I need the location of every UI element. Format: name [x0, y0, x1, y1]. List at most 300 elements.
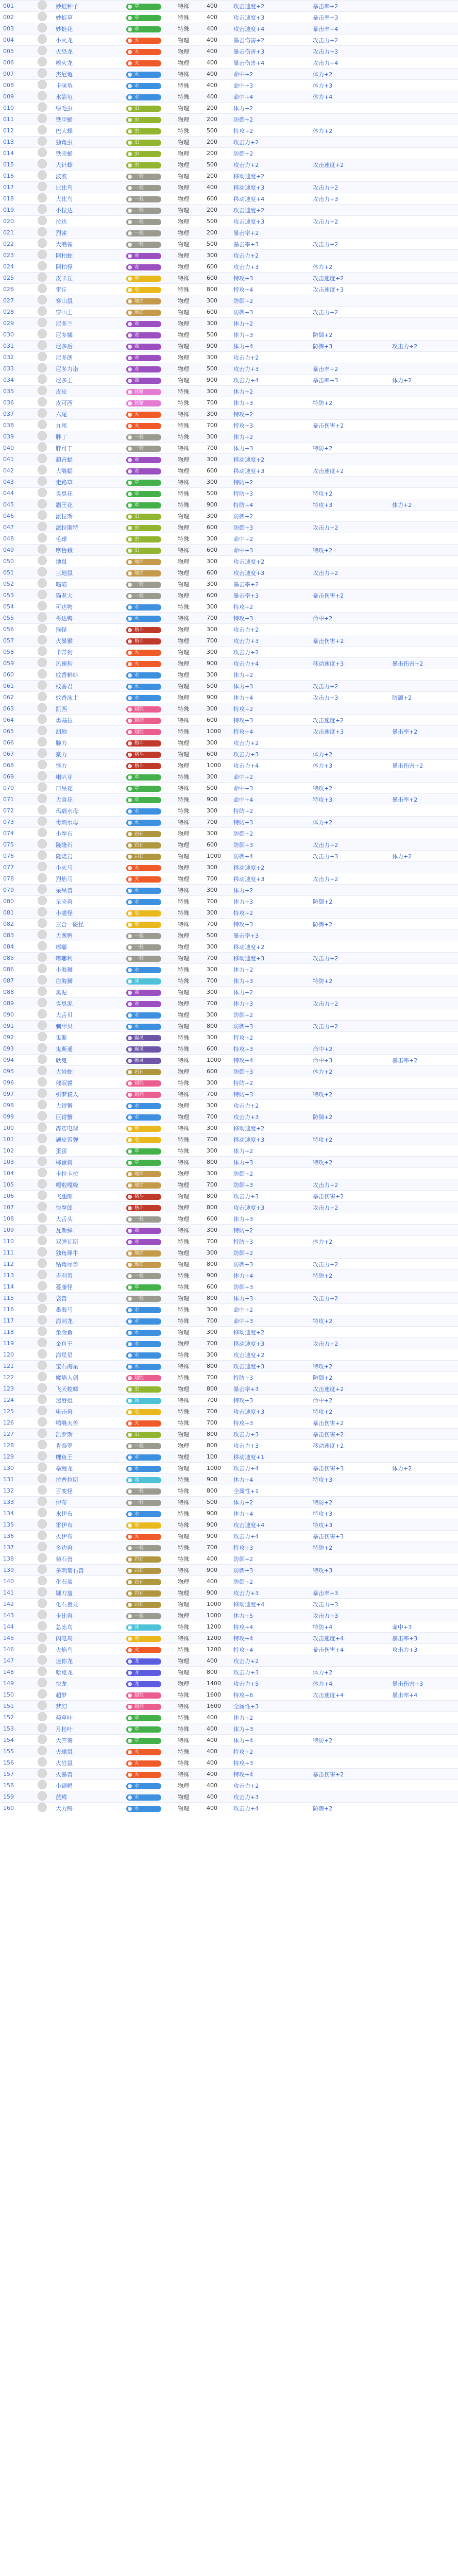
effect-3-link[interactable] — [389, 239, 458, 250]
effect-3-link[interactable] — [389, 329, 458, 341]
effect-1-link[interactable]: 移动速度+1 — [230, 1451, 310, 1463]
effect-3-link[interactable] — [389, 1372, 458, 1383]
effect-2-link[interactable]: 攻击力+3 — [310, 46, 389, 57]
effect-2-link[interactable] — [310, 1327, 389, 1338]
effect-3-link[interactable] — [389, 828, 458, 839]
effect-3-link[interactable] — [389, 1089, 458, 1100]
pokemon-name-link[interactable]: 臭臭泥 — [53, 998, 123, 1009]
effect-2-link[interactable]: 命中+2 — [310, 1043, 389, 1055]
effect-1-link[interactable]: 特防+2 — [230, 1225, 310, 1236]
effect-3-link[interactable] — [389, 1519, 458, 1531]
effect-2-link[interactable] — [310, 737, 389, 749]
effect-1-link[interactable]: 攻击速度+3 — [230, 216, 310, 227]
effect-2-link[interactable]: 攻击力+2 — [310, 839, 389, 851]
pokemon-name-link[interactable]: 大舌贝 — [53, 1009, 123, 1021]
effect-2-link[interactable] — [310, 1032, 389, 1043]
effect-1-link[interactable]: 攻击速度+2 — [230, 205, 310, 216]
effect-3-link[interactable] — [389, 1712, 458, 1723]
effect-3-link[interactable]: 暴击伤害+3 — [389, 1678, 458, 1689]
effect-1-link[interactable]: 攻击力+2 — [230, 159, 310, 171]
effect-1-link[interactable]: 攻击力+3 — [230, 1791, 310, 1803]
effect-3-link[interactable] — [389, 488, 458, 499]
effect-3-link[interactable] — [389, 1043, 458, 1055]
effect-2-link[interactable]: 体力+2 — [310, 1667, 389, 1678]
effect-1-link[interactable]: 攻击力+3 — [230, 749, 310, 760]
effect-3-link[interactable] — [389, 1757, 458, 1769]
effect-2-link[interactable] — [310, 1213, 389, 1225]
effect-1-link[interactable]: 防御+3 — [230, 1066, 310, 1077]
effect-2-link[interactable]: 防御+2 — [310, 896, 389, 907]
effect-3-link[interactable] — [389, 1791, 458, 1803]
effect-1-link[interactable]: 暴击伤害+3 — [230, 46, 310, 57]
pokemon-name-link[interactable]: 独角虫 — [53, 137, 123, 148]
effect-1-link[interactable]: 暴击率+3 — [230, 930, 310, 941]
effect-3-link[interactable] — [389, 1066, 458, 1077]
effect-3-link[interactable] — [389, 1270, 458, 1281]
pokemon-name-link[interactable]: 大嘴蝠 — [53, 465, 123, 477]
effect-2-link[interactable]: 攻击力+2 — [310, 1259, 389, 1270]
pokemon-name-link[interactable]: 引梦貘人 — [53, 1089, 123, 1100]
pokemon-name-link[interactable]: 伊布 — [53, 1497, 123, 1508]
effect-1-link[interactable]: 攻击力+3 — [230, 1429, 310, 1440]
effect-1-link[interactable]: 攻击力+5 — [230, 1678, 310, 1689]
effect-1-link[interactable]: 特攻+3 — [230, 1542, 310, 1553]
effect-2-link[interactable]: 攻击力+2 — [310, 1338, 389, 1349]
pokemon-name-link[interactable]: 铁壳蛹 — [53, 148, 123, 159]
effect-2-link[interactable]: 攻击速度+3 — [310, 284, 389, 295]
pokemon-name-link[interactable]: 肯泰罗 — [53, 1440, 123, 1451]
effect-1-link[interactable]: 体力+5 — [230, 1610, 310, 1621]
effect-2-link[interactable]: 体力+4 — [310, 1678, 389, 1689]
effect-1-link[interactable]: 移动速度+3 — [230, 182, 310, 193]
pokemon-name-link[interactable]: 派拉斯 — [53, 511, 123, 522]
effect-2-link[interactable] — [310, 862, 389, 873]
effect-1-link[interactable]: 攻击速度+3 — [230, 567, 310, 579]
effect-3-link[interactable] — [389, 182, 458, 193]
effect-3-link[interactable] — [389, 114, 458, 125]
pokemon-name-link[interactable]: 嘎啦嘎啦 — [53, 1179, 123, 1191]
effect-1-link[interactable]: 体力+2 — [230, 431, 310, 443]
effect-2-link[interactable]: 攻击力+2 — [310, 1179, 389, 1191]
effect-3-link[interactable] — [389, 1247, 458, 1259]
effect-3-link[interactable] — [389, 1553, 458, 1565]
effect-1-link[interactable]: 体力+3 — [230, 998, 310, 1009]
effect-2-link[interactable]: 攻击力+4 — [310, 57, 389, 69]
effect-2-link[interactable]: 特防+2 — [310, 443, 389, 454]
effect-2-link[interactable] — [310, 454, 389, 465]
effect-3-link[interactable] — [389, 1225, 458, 1236]
effect-2-link[interactable]: 暴击伤害+2 — [310, 1191, 389, 1202]
effect-1-link[interactable]: 体力+2 — [230, 964, 310, 975]
pokemon-name-link[interactable]: 卡拉卡拉 — [53, 1168, 123, 1179]
effect-1-link[interactable]: 特防+3 — [230, 1236, 310, 1247]
effect-3-link[interactable] — [389, 35, 458, 46]
pokemon-name-link[interactable]: 阿柏怪 — [53, 261, 123, 273]
effect-2-link[interactable] — [310, 1723, 389, 1735]
effect-2-link[interactable] — [310, 431, 389, 443]
effect-2-link[interactable]: 防御+2 — [310, 1372, 389, 1383]
effect-3-link[interactable] — [389, 998, 458, 1009]
effect-2-link[interactable] — [310, 148, 389, 159]
pokemon-name-link[interactable]: 袋兽 — [53, 1293, 123, 1304]
pokemon-name-link[interactable]: 飞腿郎 — [53, 1191, 123, 1202]
effect-1-link[interactable]: 防御+2 — [230, 1553, 310, 1565]
effect-2-link[interactable] — [310, 885, 389, 896]
effect-1-link[interactable]: 攻击速度+2 — [230, 1349, 310, 1361]
effect-2-link[interactable]: 命中+2 — [310, 613, 389, 624]
pokemon-name-link[interactable]: 快拳郎 — [53, 1202, 123, 1213]
effect-1-link[interactable]: 体力+4 — [230, 341, 310, 352]
pokemon-name-link[interactable]: 猴怪 — [53, 624, 123, 635]
effect-3-link[interactable]: 命中+3 — [389, 1621, 458, 1633]
effect-2-link[interactable] — [310, 624, 389, 635]
effect-1-link[interactable]: 特防+2 — [230, 805, 310, 817]
effect-3-link[interactable] — [389, 1361, 458, 1372]
pokemon-name-link[interactable]: 尼多力诺 — [53, 363, 123, 375]
effect-3-link[interactable] — [389, 1293, 458, 1304]
effect-2-link[interactable]: 移动速度+3 — [310, 658, 389, 669]
effect-2-link[interactable]: 攻击力+2 — [310, 567, 389, 579]
pokemon-name-link[interactable]: 迷你龙 — [53, 1655, 123, 1667]
effect-3-link[interactable] — [389, 1610, 458, 1621]
effect-1-link[interactable]: 体力+4 — [230, 1270, 310, 1281]
pokemon-name-link[interactable]: 水箭龟 — [53, 91, 123, 103]
pokemon-name-link[interactable]: 尼多后 — [53, 341, 123, 352]
effect-1-link[interactable]: 防御+2 — [230, 114, 310, 125]
effect-2-link[interactable]: 攻击力+2 — [310, 307, 389, 318]
effect-3-link[interactable] — [389, 1236, 458, 1247]
effect-1-link[interactable]: 攻击速度+3 — [230, 1202, 310, 1213]
effect-1-link[interactable]: 防御+2 — [230, 1247, 310, 1259]
effect-1-link[interactable]: 特攻+3 — [230, 420, 310, 431]
effect-3-link[interactable]: 攻击力+3 — [389, 1644, 458, 1655]
effect-1-link[interactable]: 防御+3 — [230, 1021, 310, 1032]
effect-3-link[interactable]: 体力+2 — [389, 851, 458, 862]
effect-1-link[interactable]: 命中+3 — [230, 80, 310, 91]
effect-1-link[interactable]: 防御+2 — [230, 1168, 310, 1179]
effect-3-link[interactable] — [389, 1191, 458, 1202]
effect-3-link[interactable] — [389, 386, 458, 397]
effect-3-link[interactable] — [389, 545, 458, 556]
effect-3-link[interactable] — [389, 284, 458, 295]
pokemon-name-link[interactable]: 九尾 — [53, 420, 123, 431]
effect-1-link[interactable]: 移动速度+3 — [230, 1134, 310, 1145]
effect-1-link[interactable]: 移动速度+2 — [230, 171, 310, 182]
effect-1-link[interactable]: 暴击率+3 — [230, 1383, 310, 1395]
pokemon-name-link[interactable]: 瓦斯弹 — [53, 1225, 123, 1236]
effect-3-link[interactable] — [389, 1667, 458, 1678]
effect-3-link[interactable] — [389, 964, 458, 975]
effect-2-link[interactable]: 防御+3 — [310, 341, 389, 352]
effect-2-link[interactable]: 体力+3 — [310, 80, 389, 91]
pokemon-name-link[interactable]: 蚊香泳士 — [53, 692, 123, 703]
pokemon-name-link[interactable]: 迷唇姐 — [53, 1395, 123, 1406]
pokemon-name-link[interactable]: 大嘴雀 — [53, 239, 123, 250]
effect-2-link[interactable] — [310, 352, 389, 363]
effect-2-link[interactable] — [310, 1349, 389, 1361]
pokemon-name-link[interactable]: 毛球 — [53, 533, 123, 545]
effect-2-link[interactable] — [310, 1757, 389, 1769]
effect-2-link[interactable] — [310, 1247, 389, 1259]
effect-3-link[interactable] — [389, 273, 458, 284]
effect-1-link[interactable]: 防御+2 — [230, 295, 310, 307]
pokemon-name-link[interactable]: 火焰鸟 — [53, 1644, 123, 1655]
effect-3-link[interactable] — [389, 148, 458, 159]
effect-2-link[interactable] — [310, 1077, 389, 1089]
pokemon-name-link[interactable]: 臭泥 — [53, 987, 123, 998]
effect-3-link[interactable] — [389, 363, 458, 375]
pokemon-name-link[interactable]: 小火马 — [53, 862, 123, 873]
pokemon-name-link[interactable]: 魔墙人偶 — [53, 1372, 123, 1383]
effect-1-link[interactable]: 移动速度+2 — [230, 454, 310, 465]
pokemon-name-link[interactable]: 小海狮 — [53, 964, 123, 975]
effect-1-link[interactable]: 移动速度+2 — [230, 862, 310, 873]
effect-1-link[interactable]: 体力+3 — [230, 975, 310, 987]
pokemon-name-link[interactable]: 阿柏蛇 — [53, 250, 123, 261]
effect-2-link[interactable] — [310, 647, 389, 658]
effect-2-link[interactable]: 攻击力+3 — [310, 692, 389, 703]
pokemon-name-link[interactable]: 凯罗斯 — [53, 1429, 123, 1440]
effect-2-link[interactable] — [310, 556, 389, 567]
effect-1-link[interactable]: 攻击力+4 — [230, 1531, 310, 1542]
effect-1-link[interactable]: 体力+2 — [230, 1145, 310, 1157]
pokemon-name-link[interactable]: 大食花 — [53, 794, 123, 805]
effect-3-link[interactable] — [389, 635, 458, 647]
pokemon-name-link[interactable]: 雷丘 — [53, 284, 123, 295]
effect-3-link[interactable] — [389, 46, 458, 57]
effect-1-link[interactable]: 命中+2 — [230, 771, 310, 783]
effect-3-link[interactable] — [389, 919, 458, 930]
effect-1-link[interactable]: 体力+2 — [230, 103, 310, 114]
effect-3-link[interactable] — [389, 1417, 458, 1429]
pokemon-name-link[interactable]: 菊石兽 — [53, 1553, 123, 1565]
pokemon-name-link[interactable]: 巨钳蟹 — [53, 1111, 123, 1123]
effect-3-link[interactable] — [389, 533, 458, 545]
effect-1-link[interactable]: 全属性+1 — [230, 1485, 310, 1497]
effect-2-link[interactable]: 攻击力+2 — [310, 953, 389, 964]
effect-3-link[interactable]: 体力+2 — [389, 499, 458, 511]
effect-3-link[interactable] — [389, 465, 458, 477]
effect-3-link[interactable]: 体力+2 — [389, 1463, 458, 1474]
effect-3-link[interactable] — [389, 885, 458, 896]
pokemon-name-link[interactable]: 化石盔 — [53, 1576, 123, 1587]
effect-3-link[interactable] — [389, 1780, 458, 1791]
effect-1-link[interactable]: 命中+2 — [230, 69, 310, 80]
effect-1-link[interactable]: 防御+2 — [230, 1009, 310, 1021]
pokemon-name-link[interactable]: 霸王花 — [53, 499, 123, 511]
effect-3-link[interactable] — [389, 91, 458, 103]
effect-3-link[interactable] — [389, 216, 458, 227]
effect-2-link[interactable] — [310, 1145, 389, 1157]
effect-1-link[interactable]: 体力+2 — [230, 1712, 310, 1723]
effect-3-link[interactable] — [389, 1395, 458, 1406]
effect-2-link[interactable]: 暴击伤害+4 — [310, 1644, 389, 1655]
effect-2-link[interactable] — [310, 477, 389, 488]
effect-3-link[interactable] — [389, 1157, 458, 1168]
effect-2-link[interactable]: 特攻+2 — [310, 1089, 389, 1100]
effect-2-link[interactable]: 特攻+3 — [310, 1474, 389, 1485]
effect-2-link[interactable]: 特攻+2 — [310, 1361, 389, 1372]
pokemon-name-link[interactable]: 绿毛虫 — [53, 103, 123, 114]
effect-3-link[interactable] — [389, 250, 458, 261]
effect-1-link[interactable]: 暴击率+2 — [230, 579, 310, 590]
effect-1-link[interactable]: 防御+3 — [230, 1565, 310, 1576]
pokemon-name-link[interactable]: 百变怪 — [53, 1485, 123, 1497]
effect-1-link[interactable]: 体力+4 — [230, 1508, 310, 1519]
pokemon-name-link[interactable]: 水伊布 — [53, 1508, 123, 1519]
pokemon-name-link[interactable]: 白海狮 — [53, 975, 123, 987]
effect-2-link[interactable] — [310, 171, 389, 182]
effect-3-link[interactable] — [389, 1531, 458, 1542]
effect-3-link[interactable] — [389, 69, 458, 80]
effect-1-link[interactable]: 攻击力+2 — [230, 1780, 310, 1791]
pokemon-name-link[interactable]: 胖可丁 — [53, 443, 123, 454]
pokemon-name-link[interactable]: 钻角犀兽 — [53, 1259, 123, 1270]
effect-1-link[interactable]: 特攻+3 — [230, 1043, 310, 1055]
effect-3-link[interactable] — [389, 1, 458, 12]
effect-2-link[interactable]: 暴击伤害+2 — [310, 1769, 389, 1780]
effect-3-link[interactable] — [389, 1327, 458, 1338]
effect-3-link[interactable] — [389, 1576, 458, 1587]
pokemon-name-link[interactable]: 小拉达 — [53, 205, 123, 216]
effect-1-link[interactable]: 攻击力+4 — [230, 658, 310, 669]
effect-1-link[interactable]: 移动速度+2 — [230, 1123, 310, 1134]
pokemon-name-link[interactable]: 波波 — [53, 171, 123, 182]
effect-1-link[interactable]: 体力+3 — [230, 1723, 310, 1735]
effect-1-link[interactable]: 暴击率+3 — [230, 590, 310, 601]
effect-3-link[interactable] — [389, 817, 458, 828]
effect-2-link[interactable]: 体力+2 — [310, 1236, 389, 1247]
effect-2-link[interactable] — [310, 771, 389, 783]
effect-3-link[interactable]: 暴击伤害+2 — [389, 658, 458, 669]
effect-2-link[interactable] — [310, 1123, 389, 1134]
effect-2-link[interactable]: 暴击伤害+2 — [310, 420, 389, 431]
effect-1-link[interactable]: 防御+3 — [230, 307, 310, 318]
effect-2-link[interactable]: 暴击伤害+3 — [310, 1531, 389, 1542]
pokemon-name-link[interactable]: 火暴兽 — [53, 1769, 123, 1780]
effect-2-link[interactable]: 体力+2 — [310, 749, 389, 760]
effect-1-link[interactable]: 防御+2 — [230, 511, 310, 522]
pokemon-name-link[interactable]: 嘟嘟利 — [53, 953, 123, 964]
pokemon-name-link[interactable]: 穿山鼠 — [53, 295, 123, 307]
effect-3-link[interactable] — [389, 1565, 458, 1576]
pokemon-name-link[interactable]: 金鱼王 — [53, 1338, 123, 1349]
pokemon-name-link[interactable]: 火球鼠 — [53, 1746, 123, 1757]
effect-3-link[interactable] — [389, 703, 458, 715]
effect-2-link[interactable] — [310, 987, 389, 998]
effect-1-link[interactable]: 特攻+4 — [230, 1769, 310, 1780]
pokemon-name-link[interactable]: 超音蝠 — [53, 454, 123, 465]
effect-3-link[interactable] — [389, 975, 458, 987]
effect-2-link[interactable]: 攻击力+2 — [310, 522, 389, 533]
effect-1-link[interactable]: 攻击速度+3 — [230, 1361, 310, 1372]
effect-1-link[interactable]: 攻击速度+3 — [230, 12, 310, 23]
pokemon-name-link[interactable]: 刺甲贝 — [53, 1021, 123, 1032]
effect-3-link[interactable] — [389, 1168, 458, 1179]
effect-2-link[interactable] — [310, 1100, 389, 1111]
pokemon-name-link[interactable]: 多边兽 — [53, 1542, 123, 1553]
effect-3-link[interactable] — [389, 1349, 458, 1361]
pokemon-name-link[interactable]: 卡比兽 — [53, 1610, 123, 1621]
effect-3-link[interactable] — [389, 1474, 458, 1485]
pokemon-name-link[interactable]: 喷火龙 — [53, 57, 123, 69]
pokemon-name-link[interactable]: 尼多王 — [53, 375, 123, 386]
pokemon-name-link[interactable]: 顽皮雷弹 — [53, 1134, 123, 1145]
effect-2-link[interactable]: 暴击伤害+2 — [310, 1417, 389, 1429]
effect-3-link[interactable] — [389, 1542, 458, 1553]
pokemon-name-link[interactable]: 蚊香蝌蚪 — [53, 669, 123, 681]
effect-2-link[interactable] — [310, 1701, 389, 1712]
effect-3-link[interactable]: 暴击率+4 — [389, 1689, 458, 1701]
effect-1-link[interactable]: 体力+2 — [230, 885, 310, 896]
pokemon-name-link[interactable]: 电击兽 — [53, 1406, 123, 1417]
effect-1-link[interactable]: 防御+2 — [230, 1576, 310, 1587]
pokemon-name-link[interactable]: 海刺龙 — [53, 1315, 123, 1327]
effect-1-link[interactable]: 体力+3 — [230, 681, 310, 692]
pokemon-name-link[interactable]: 摩鲁蛾 — [53, 545, 123, 556]
pokemon-name-link[interactable]: 隆隆岩 — [53, 851, 123, 862]
effect-3-link[interactable] — [389, 1123, 458, 1134]
effect-1-link[interactable]: 攻击力+3 — [230, 363, 310, 375]
effect-2-link[interactable] — [310, 227, 389, 239]
effect-1-link[interactable]: 体力+2 — [230, 386, 310, 397]
pokemon-name-link[interactable]: 大比鸟 — [53, 193, 123, 205]
effect-2-link[interactable]: 特防+4 — [310, 1621, 389, 1633]
effect-1-link[interactable]: 攻击力+3 — [230, 1111, 310, 1123]
effect-2-link[interactable]: 防御+2 — [310, 919, 389, 930]
effect-1-link[interactable]: 命中+4 — [230, 91, 310, 103]
pokemon-name-link[interactable]: 呆呆兽 — [53, 885, 123, 896]
pokemon-name-link[interactable]: 尼多娜 — [53, 329, 123, 341]
effect-3-link[interactable] — [389, 1723, 458, 1735]
effect-1-link[interactable]: 特攻+3 — [230, 1757, 310, 1769]
effect-1-link[interactable]: 暴击率+3 — [230, 239, 310, 250]
effect-1-link[interactable]: 攻击力+3 — [230, 261, 310, 273]
pokemon-name-link[interactable]: 六尾 — [53, 409, 123, 420]
effect-2-link[interactable]: 特攻+2 — [310, 1315, 389, 1327]
effect-1-link[interactable]: 命中+3 — [230, 1315, 310, 1327]
effect-3-link[interactable] — [389, 1145, 458, 1157]
effect-3-link[interactable] — [389, 397, 458, 409]
effect-3-link[interactable] — [389, 1587, 458, 1599]
effect-1-link[interactable]: 攻击力+2 — [230, 1100, 310, 1111]
effect-3-link[interactable] — [389, 862, 458, 873]
effect-1-link[interactable]: 防御+3 — [230, 839, 310, 851]
effect-1-link[interactable]: 攻击力+3 — [230, 1440, 310, 1451]
effect-3-link[interactable] — [389, 511, 458, 522]
effect-3-link[interactable] — [389, 171, 458, 182]
effect-3-link[interactable] — [389, 771, 458, 783]
effect-1-link[interactable]: 体力+3 — [230, 896, 310, 907]
pokemon-name-link[interactable]: 火恐龙 — [53, 46, 123, 57]
effect-3-link[interactable] — [389, 1213, 458, 1225]
pokemon-name-link[interactable]: 凯西 — [53, 703, 123, 715]
effect-3-link[interactable]: 体力+2 — [389, 375, 458, 386]
pokemon-name-link[interactable]: 墨海马 — [53, 1304, 123, 1315]
pokemon-name-link[interactable]: 胡地 — [53, 726, 123, 737]
effect-2-link[interactable]: 攻击速度+2 — [310, 159, 389, 171]
effect-3-link[interactable] — [389, 896, 458, 907]
effect-2-link[interactable]: 暴击率+4 — [310, 23, 389, 35]
effect-1-link[interactable]: 特攻+4 — [230, 1055, 310, 1066]
effect-3-link[interactable] — [389, 805, 458, 817]
effect-2-link[interactable]: 攻击速度+2 — [310, 715, 389, 726]
effect-3-link[interactable] — [389, 783, 458, 794]
effect-3-link[interactable] — [389, 1111, 458, 1123]
effect-3-link[interactable] — [389, 1032, 458, 1043]
effect-2-link[interactable]: 特攻+2 — [310, 1157, 389, 1168]
effect-2-link[interactable] — [310, 409, 389, 420]
